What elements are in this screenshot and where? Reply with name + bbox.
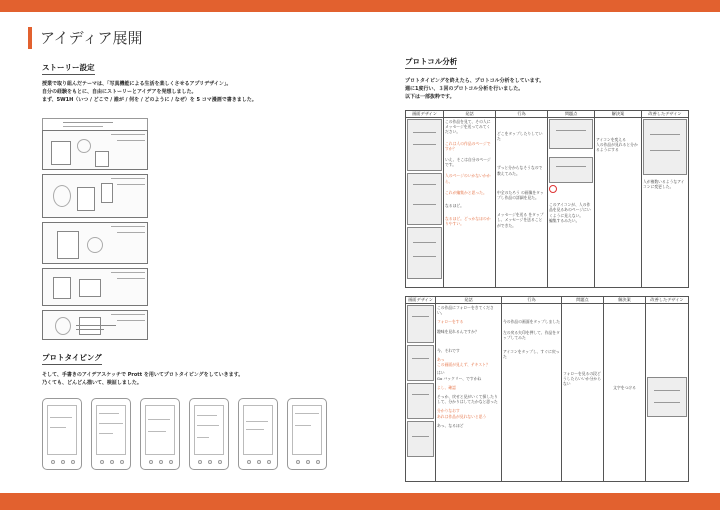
title-accent-mark: [28, 27, 32, 49]
screen-design-cell: [406, 118, 444, 288]
speech-line: あっ、なるほど: [437, 422, 464, 428]
app-screenshot: [407, 173, 442, 225]
speech-line: この作品を見て、その人にメッセージを送ってみてください。: [445, 119, 491, 135]
story-line: まず、5W1H（いつ / どこで / 誰が / 何を / どのように / なぜ）を 5 コマ漫画で書きました。: [42, 97, 257, 103]
app-screenshot: [407, 305, 434, 343]
action-line: ずっと分からなそうなので教えてみた。: [497, 165, 543, 176]
storyboard-handwritten-note: [76, 322, 116, 332]
protocol-line: プロトタイピングを終えたら、プロトコル分析をしています。: [405, 78, 545, 84]
app-screenshot: [647, 377, 687, 417]
protocol-table-2: [405, 296, 689, 482]
table-header: 問題点: [562, 297, 604, 304]
top-accent-bar: [0, 0, 720, 12]
speech-line: 人のページのいかないかから、: [445, 173, 491, 184]
speech-line: Go バックリー、ですかね: [437, 375, 482, 381]
speech-line: この作品にフォローをきてください。: [437, 305, 494, 316]
table-header: 行為: [502, 297, 562, 304]
table-header: 画面デザイン: [406, 297, 436, 304]
table-header: 解決案: [595, 111, 642, 118]
story-line: 授業で取り組んだテーマは、「写真機能による生活を楽しくさせるアプリデザイン」。: [42, 81, 232, 87]
speech-line: この画面が見えず、テキスト？: [437, 362, 490, 368]
page-title: アイディア展開: [40, 29, 143, 47]
app-screenshot: [643, 119, 687, 175]
speech-line: フォローをする: [437, 319, 464, 325]
prototype-sketch: [140, 398, 180, 470]
table-header: 問題点: [548, 111, 595, 118]
improved-line: 人が複数いるようなアイコンに変更した。: [643, 179, 685, 190]
speech-line: よし、確認: [437, 384, 456, 390]
table-header: 改善したデザイン: [646, 297, 689, 304]
table-header: 発話: [436, 297, 502, 304]
speech-line: これが編集かと思った。: [445, 189, 487, 195]
solution-cell: [604, 304, 646, 482]
protocol-line: 以下は一部抜粋です。: [405, 94, 455, 100]
prototype-sketch: [238, 398, 278, 470]
speech-line: なるほど。どっかなほのかりやすい。: [445, 216, 491, 227]
screen-design-cell: [406, 304, 436, 482]
storyboard-header: [42, 118, 148, 130]
table-header: 改善したデザイン: [642, 111, 689, 118]
storyboard-frame: [42, 130, 148, 170]
app-screenshot: [407, 383, 434, 419]
action-line: 中全のたろう の画像をタップし作品の詳細を見た。: [497, 189, 544, 201]
app-screenshot: [407, 227, 442, 279]
problem-cell: [562, 304, 604, 482]
action-line: 左の戻る矢印を押して、作品をタップしてみた: [503, 330, 560, 341]
storyboard-frame: [42, 268, 148, 306]
speech-cell: [436, 304, 502, 482]
table-header: 行為: [496, 111, 548, 118]
storyboard-sketch: [42, 118, 152, 340]
action-cell: [496, 118, 548, 288]
speech-line: あれは作品が見れないと思う: [437, 413, 487, 419]
speech-cell: [444, 118, 496, 288]
speech-line: 分かりなおす: [437, 408, 460, 414]
storyboard-frame: [42, 174, 148, 218]
story-description: [42, 80, 302, 104]
prototype-sketch: [287, 398, 327, 470]
problem-cell: [548, 118, 595, 288]
speech-line: 今、それです: [437, 347, 460, 353]
protocol-table-1: [405, 110, 689, 288]
prototype-sketch: [189, 398, 229, 470]
problem-line: このアイコンが、人の作品を見るあのページにいくように見えない。: [549, 202, 591, 218]
storyboard-frame: [42, 222, 148, 264]
speech-line: これは人の作品のページですか？: [445, 140, 491, 151]
speech-line: そっか、戻せと見がいくて探したりして、分かりはしてたかなと思った: [437, 394, 498, 405]
improved-design-cell: [646, 304, 689, 482]
app-screenshot: [407, 421, 434, 457]
problem-line: 編集するみたい。: [549, 217, 580, 223]
speech-line: いえ、そこは自分のページです。: [445, 157, 491, 168]
app-screenshot: [407, 345, 434, 381]
solution-cell: [595, 118, 642, 288]
prototype-sketch: [91, 398, 131, 470]
table-header: 解決案: [604, 297, 646, 304]
prototyping-section-title: プロトタイピング: [42, 353, 102, 365]
speech-line: 趣味を見れるんですか？: [437, 328, 479, 334]
bottom-accent-bar: [0, 493, 720, 510]
prototype-sketch: [42, 398, 82, 470]
prototyping-description: [42, 371, 302, 387]
speech-line: あっ: [437, 357, 445, 363]
table-header: 発話: [444, 111, 496, 118]
problem-line: フォローを見るの段どうしたらいいか分からない: [563, 371, 601, 387]
prototyping-line: そして、手書きのアイデアスケッチで Prott を用いてプロトタイピングをしていきます。: [42, 372, 244, 378]
table-header: 画面デザイン: [406, 111, 444, 118]
speech-line: なるほど。: [445, 203, 464, 209]
improved-design-cell: [642, 118, 689, 288]
solution-line: 人の作品が見れると分かるようにする: [596, 142, 638, 153]
protocol-description: [405, 77, 695, 101]
speech-line: はい: [437, 370, 445, 376]
story-section-title: ストーリー設定: [42, 63, 95, 75]
solution-line: アイコンを変える: [596, 137, 626, 142]
problem-highlight-circle: [549, 185, 557, 193]
story-line: 自分の経験をもとに、自由にストーリーとアイデアを発想しました。: [42, 89, 197, 95]
action-line: どこをタップしたりしていた: [497, 131, 543, 142]
action-line: メッセージを送る をタップし、メッセージを送ることができた。: [497, 212, 544, 228]
prototyping-line: 乃くても、どんどん描いて、検証しました。: [42, 380, 142, 386]
app-screenshot: [549, 119, 593, 149]
action-cell: [502, 304, 562, 482]
solution-line: 文字をつける: [613, 385, 636, 390]
app-screenshot: [549, 157, 593, 183]
app-screenshot: [407, 119, 442, 171]
protocol-section-title: プロトコル分析: [405, 57, 457, 69]
action-line: 今の作品の画面をタップしました: [503, 319, 560, 324]
action-line: アイコンをタップし、すぐに戻った: [503, 348, 560, 359]
protocol-line: 週に1度行い、３回のプロトコル分析を行いました。: [405, 86, 524, 92]
